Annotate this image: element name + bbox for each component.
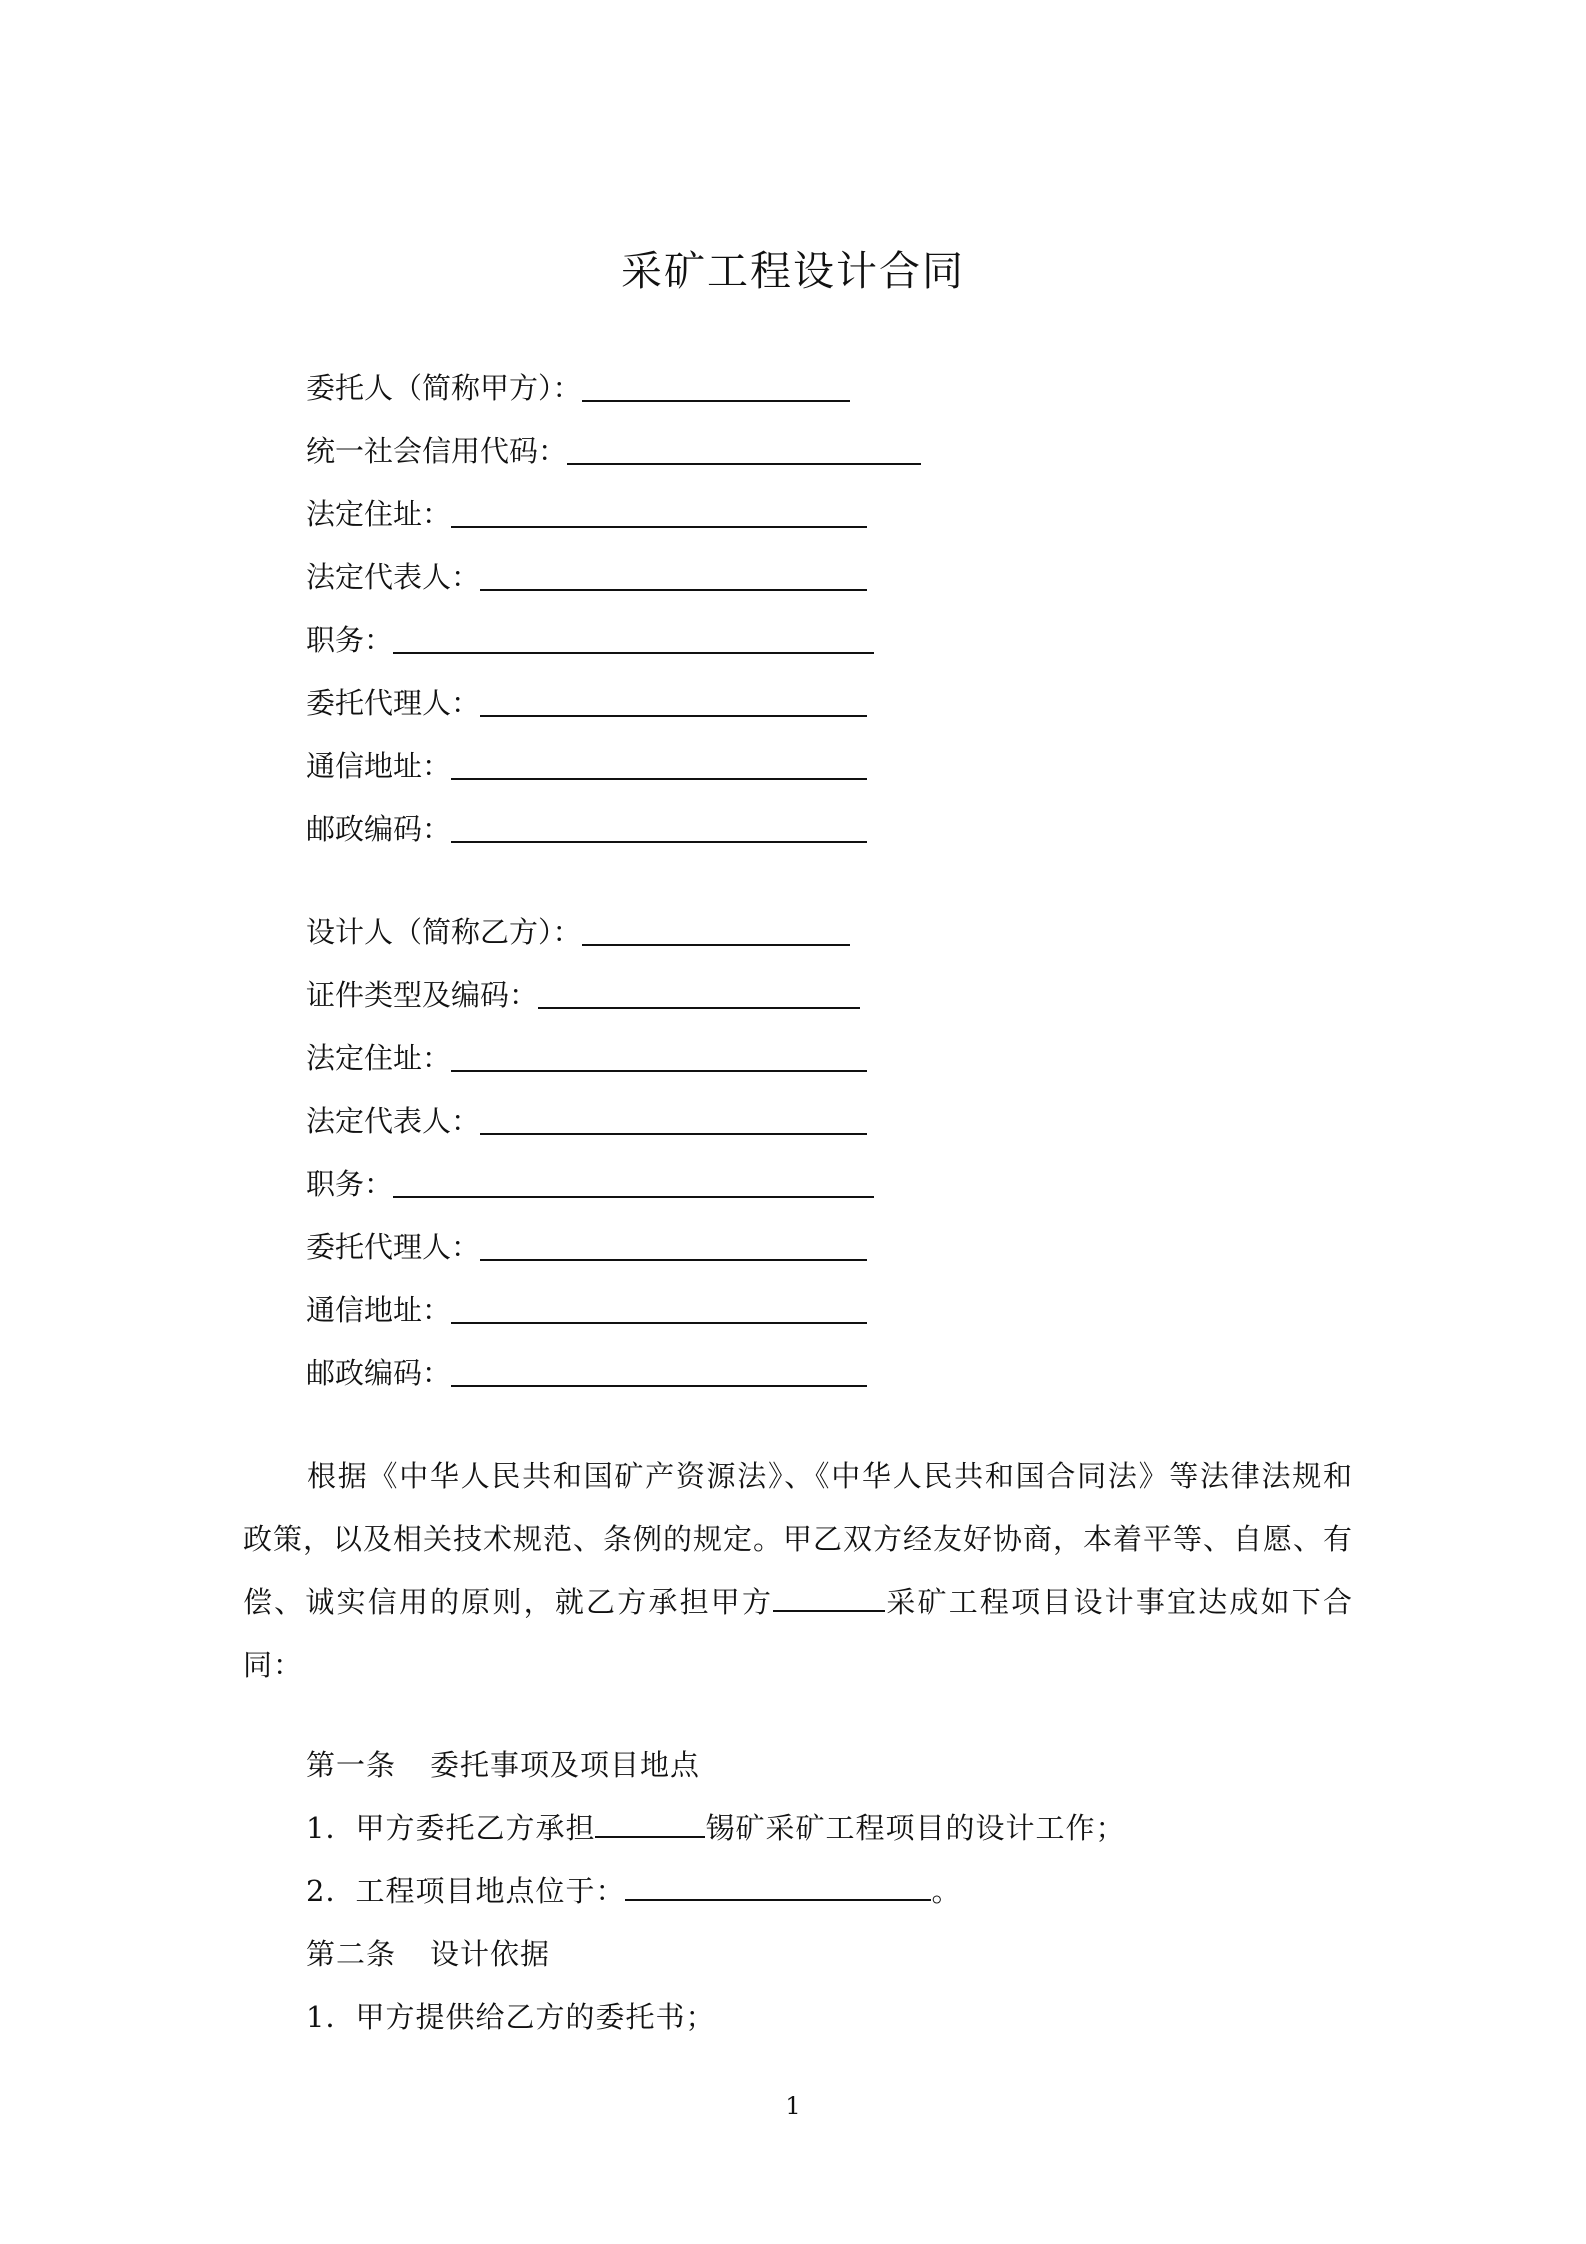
field-label: 委托人（简称甲方）： [306, 371, 582, 405]
field-label: 职务： [306, 1167, 394, 1201]
item-text-before: 2．工程项目地点位于： [306, 1874, 626, 1908]
article-title: 设计依据 [430, 1937, 551, 1971]
field-label: 通信地址： [306, 749, 452, 783]
party-b-address-field [306, 1036, 867, 1080]
page-title: 采矿工程设计合同 [621, 247, 965, 295]
fill-in-line [451, 1322, 867, 1324]
field-label: 法定住址： [306, 497, 452, 531]
fill-in-line [451, 841, 867, 843]
preamble-text-after: 采矿工程项目设计事宜达成如下合同： [243, 1585, 1353, 1682]
field-label: 法定代表人： [306, 1104, 481, 1138]
fill-in-line [451, 1385, 867, 1387]
party-b-id-field [306, 973, 860, 1017]
party-b-agent-field [306, 1225, 867, 1269]
field-label: 邮政编码： [306, 812, 452, 846]
fill-in-line [567, 463, 921, 465]
party-a-legal-rep-field [306, 555, 867, 599]
item-text-before: 1．甲方委托乙方承担 [306, 1811, 596, 1845]
field-label: 设计人（简称乙方）： [306, 915, 582, 949]
field-label: 法定代表人： [306, 560, 481, 594]
party-b-postcode-field [306, 1351, 867, 1395]
field-label: 通信地址： [306, 1293, 452, 1327]
article-number: 第一条 [306, 1748, 397, 1782]
party-a-client-field [306, 366, 850, 410]
party-b-mail-address-field [306, 1288, 867, 1332]
party-a-mail-address-field [306, 744, 867, 788]
party-a-position-field [306, 618, 874, 662]
fill-in-line [480, 1133, 867, 1135]
article-2-heading [306, 1932, 550, 1976]
field-label: 统一社会信用代码： [306, 434, 568, 468]
field-label: 职务： [306, 623, 394, 657]
article-1-item-2 [306, 1869, 961, 1913]
field-label: 委托代理人： [306, 686, 481, 720]
article-1-item-1 [306, 1806, 1125, 1850]
preamble-text-before: 根据《中华人民共和国矿产资源法》、《中华人民共和国合同法》等法律法规和政策，以及相关技术规范、条例的规定。甲乙双方经友好协商，本着平等、自愿、有偿、诚实信用的原则，就乙方承担甲方 [243, 1459, 1354, 1619]
item-text-after: 锡矿采矿工程项目的设计工作； [705, 1811, 1126, 1845]
field-label: 法定住址： [306, 1041, 452, 1075]
fill-in-line [480, 715, 867, 717]
project-location-blank [625, 1869, 931, 1901]
party-a-credit-code-field [306, 429, 921, 473]
fill-in-line [451, 526, 867, 528]
fill-in-line [451, 1070, 867, 1072]
party-b-designer-field [306, 910, 850, 954]
preamble-paragraph [243, 1445, 1353, 1697]
party-b-legal-rep-field [306, 1099, 867, 1143]
page-number: 1 [785, 2092, 801, 2120]
article-number: 第二条 [306, 1937, 397, 1971]
fill-in-line [393, 1196, 874, 1198]
fill-in-line [480, 589, 867, 591]
party-a-agent-field [306, 681, 867, 725]
fill-in-line [480, 1259, 867, 1261]
party-b-position-field [306, 1162, 874, 1206]
field-label: 委托代理人： [306, 1230, 481, 1264]
article-1-heading [306, 1743, 700, 1787]
article-2-item-1 [306, 1995, 715, 2039]
item-text-after: 。 [931, 1874, 962, 1908]
field-label: 邮政编码： [306, 1356, 452, 1390]
fill-in-line [538, 1007, 860, 1009]
fill-in-line [451, 778, 867, 780]
article-title: 委托事项及项目地点 [430, 1748, 701, 1782]
party-a-postcode-field [306, 807, 867, 851]
project-name-blank [773, 1580, 885, 1612]
field-label: 证件类型及编码： [306, 978, 539, 1012]
tin-mine-name-blank [595, 1806, 705, 1838]
item-text: 1．甲方提供给乙方的委托书； [306, 2000, 716, 2034]
fill-in-line [582, 400, 850, 402]
fill-in-line [393, 652, 874, 654]
fill-in-line [582, 944, 850, 946]
party-a-address-field [306, 492, 867, 536]
